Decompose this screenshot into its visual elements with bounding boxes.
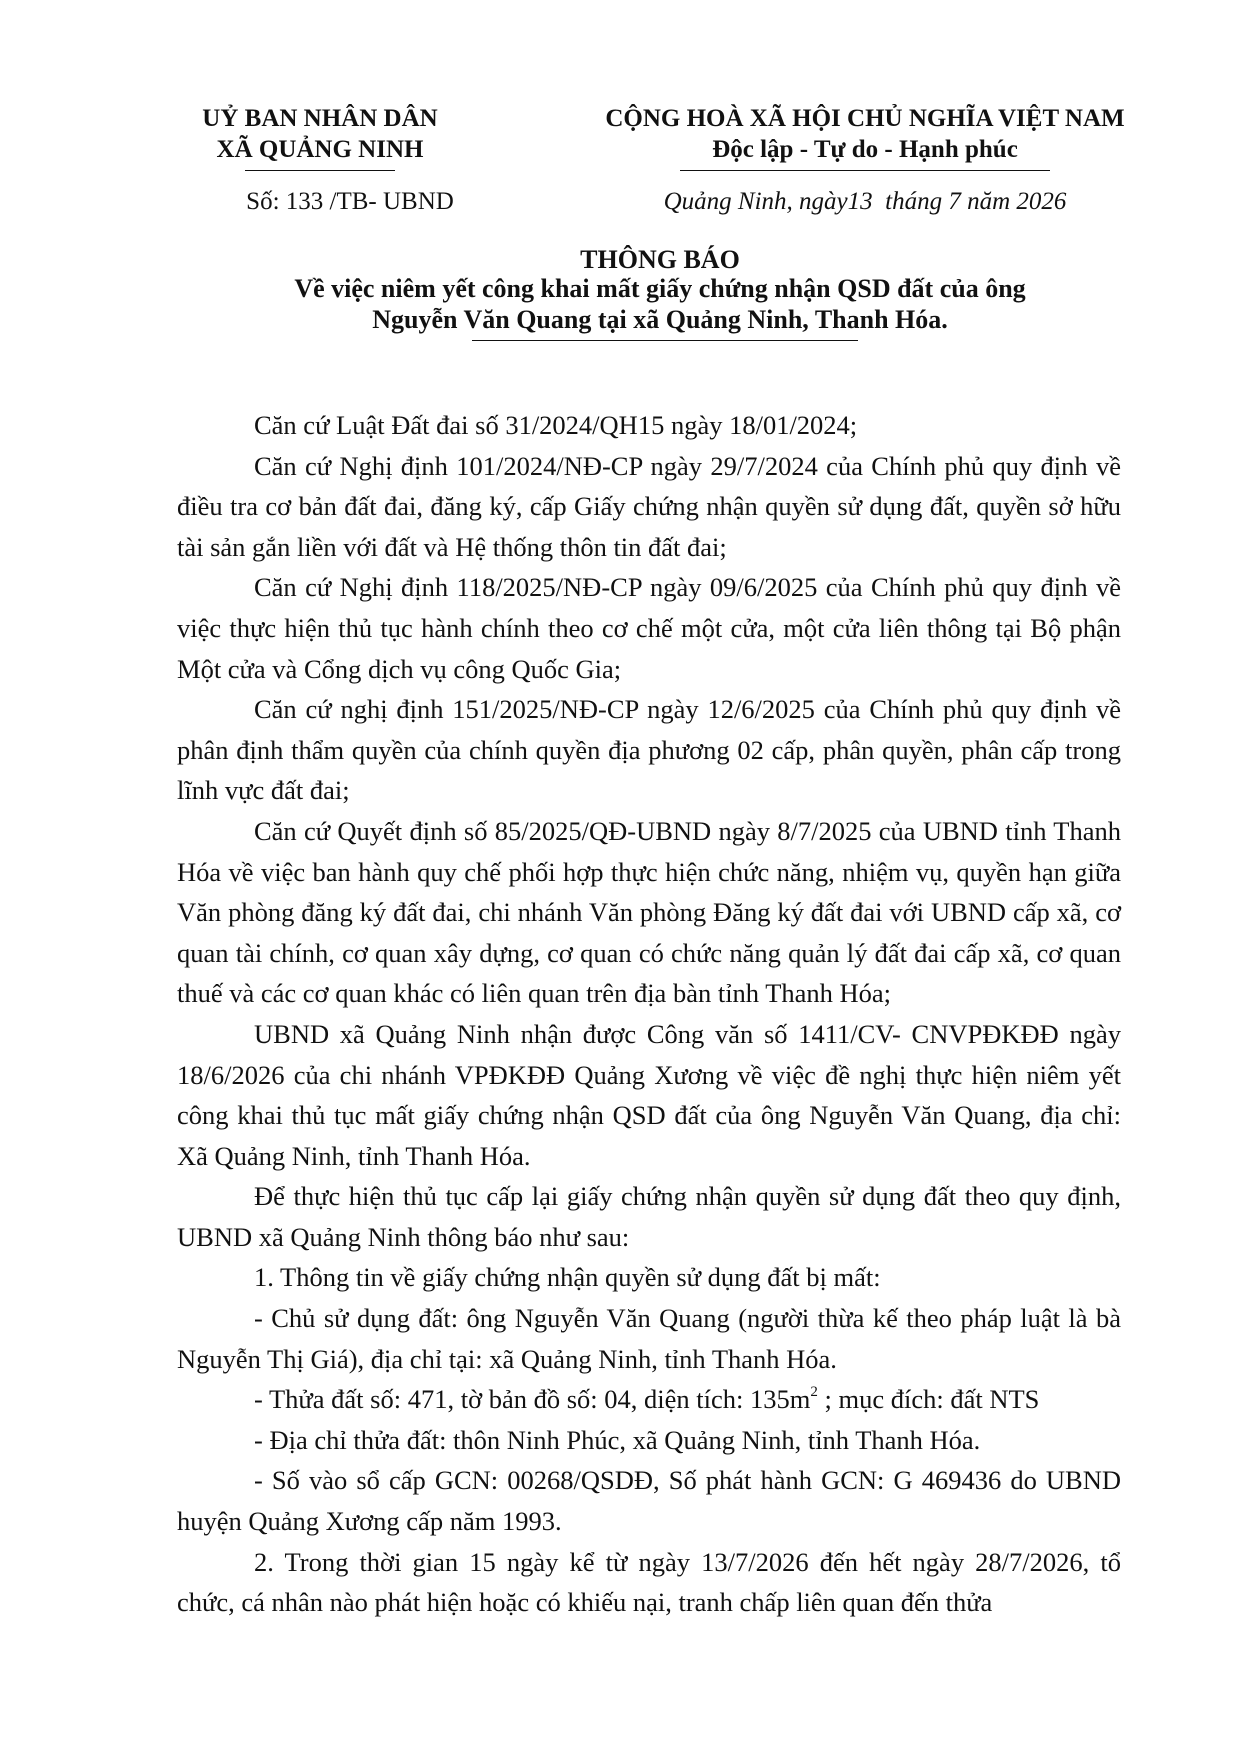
legal-basis-land-law: Căn cứ Luật Đất đai số 31/2024/QH15 ngày 18/01/2024; (254, 410, 858, 440)
area-unit-superscript: 2 (810, 1384, 818, 1401)
parcel-info-text: - Thửa đất số: 471, tờ bản đồ số: 04, diện tích: 135m (254, 1384, 811, 1415)
legal-basis-decree-118: Căn cứ Nghị định 118/2025/NĐ-CP ngày 09/6/2025 của Chính phủ quy định về việc thực hiện thủ tục hành chính theo cơ chế một cửa, một cửa liên thông tại Bộ phận Một cửa và Cổng dịch vụ công Quốc Gia; (177, 572, 1121, 684)
national-motto: Độc lập - Tự do - Hạnh phúc (712, 136, 1018, 163)
parcel-purpose-text: ; mục đích: đất NTS (817, 1384, 1040, 1415)
agency-name: UỶ BAN NHÂN DÂN (202, 105, 438, 132)
document-title: THÔNG BÁO (580, 245, 740, 274)
parcel-address: - Địa chỉ thửa đất: thôn Ninh Phúc, xã Quảng Ninh, tỉnh Thanh Hóa. (254, 1424, 981, 1455)
document-number: Số: 133 /TB- UBND (246, 188, 454, 215)
legal-basis-decision-85: Căn cứ Quyết định số 85/2025/QĐ-UBND ngày 8/7/2025 của UBND tỉnh Thanh Hóa về việc ban hành quy chế phối hợp thực hiện chức năng, nhiệm vụ, quyền hạn giữa Văn phòng đăng ký đất đai, chi nhánh Văn phòng Đăng ký đất đai với UBND cấp xã, cơ quan tài chính, cơ quan xây dựng, cơ quan có chức năng quản lý đất đai cấp xã, cơ quan thuế và các cơ quan khác có liên quan trên địa bàn tỉnh Thanh Hóa; (177, 815, 1121, 1009)
subject-underline (472, 340, 858, 341)
national-title: CỘNG HOÀ XÃ HỘI CHỦ NGHĨA VIỆT NAM (605, 105, 1125, 132)
land-owner-info: - Chủ sử dụng đất: ông Nguyễn Văn Quang (người thừa kế theo pháp luật là bà Nguyễn Thị Giá), địa chỉ tại: xã Quảng Ninh, tỉnh Thanh Hóa. (177, 1303, 1121, 1374)
section-2-paragraph: 2. Trong thời gian 15 ngày kể từ ngày 13/7/2026 đến hết ngày 28/7/2026, tổ chức, cá nhân nào phát hiện hoặc có khiếu nại, tranh chấp liên quan đến thửa (177, 1546, 1121, 1618)
motto-underline (680, 170, 1050, 171)
commune-name: XÃ QUẢNG NINH (216, 136, 424, 163)
announcement-intro: Để thực hiện thủ tục cấp lại giấy chứng nhận quyền sử dụng đất theo quy định, UBND xã Quảng Ninh thông báo như sau: (177, 1181, 1121, 1252)
certificate-number-info: - Số vào sổ cấp GCN: 00268/QSDĐ, Số phát hành GCN: G 469436 do UBND huyện Quảng Xương cấp năm 1993. (177, 1465, 1121, 1537)
legal-basis-decree-101: Căn cứ Nghị định 101/2024/NĐ-CP ngày 29/7/2024 của Chính phủ quy định về điều tra cơ bản đất đai, đăng ký, cấp Giấy chứng nhận quyền sử dụng đất, quyền sở hữu tài sản gắn liền với đất và Hệ thống thôn tin đất đai; (177, 450, 1121, 562)
document-subject-line-2: Nguyễn Văn Quang tại xã Quảng Ninh, Thanh Hóa. (372, 305, 948, 334)
place-date: Quảng Ninh, ngày13 tháng 7 năm 2026 (663, 188, 1067, 215)
official-letter-paragraph: UBND xã Quảng Ninh nhận được Công văn số 1411/CV- CNVPĐKĐĐ ngày 18/6/2026 của chi nhánh VPĐKĐĐ Quảng Xương về việc đề nghị thực hiện niêm yết công khai thủ tục mất giấy chứng nhận QSD đất của ông Nguyễn Văn Quang, địa chỉ: Xã Quảng Ninh, tỉnh Thanh Hóa. (177, 1018, 1121, 1171)
agency-underline (245, 170, 395, 171)
legal-basis-decree-151: Căn cứ nghị định 151/2025/NĐ-CP ngày 12/6/2025 của Chính phủ quy định về phân định thẩm quyền của chính quyền địa phương 02 cấp, phân quyền, phân cấp trong lĩnh vực đất đai; (177, 694, 1121, 806)
document-body (177, 405, 1121, 1623)
section-1-heading: 1. Thông tin về giấy chứng nhận quyền sử dụng đất bị mất: (254, 1262, 881, 1293)
parcel-info (177, 1379, 1121, 1420)
document-subject-line-1: Về việc niêm yết công khai mất giấy chứng nhận QSD đất của ông (294, 274, 1026, 303)
